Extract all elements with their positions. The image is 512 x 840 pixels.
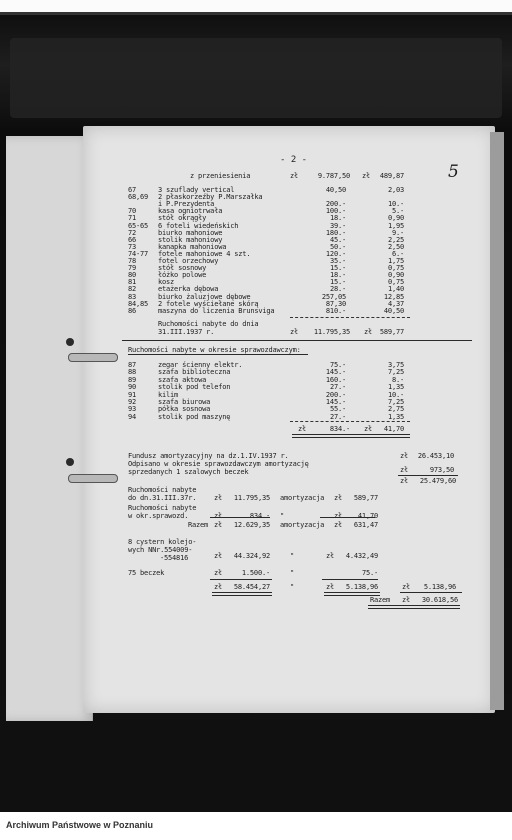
item-value: 810.- xyxy=(325,306,346,315)
razem-value: 12.629,35 xyxy=(233,521,270,529)
amort-label: w okr.sprawozd. xyxy=(128,512,189,520)
final-total: 30.618,56 xyxy=(421,596,458,604)
item-number: 94 xyxy=(128,412,137,421)
carry-over-value: 9.787,50 xyxy=(317,172,350,180)
item-number: 68,69 xyxy=(128,193,149,202)
currency-label: zł xyxy=(326,552,335,560)
item-amort: 7,25 xyxy=(387,398,404,406)
item-number: 88 xyxy=(128,368,137,377)
punch-hole xyxy=(66,458,74,466)
subtotal-amort: 41,70 xyxy=(383,425,404,433)
item-name: kanapka mahoniowa xyxy=(158,242,227,251)
fund-line: Fundusz amortyzacyjny na dz.1.IV.1937 r. xyxy=(128,452,289,460)
currency-label: zł xyxy=(214,494,223,502)
item-amort: 0,75 xyxy=(387,278,404,287)
item-number: 78 xyxy=(128,257,137,265)
item-value: 180.- xyxy=(325,228,346,237)
item-value: 18.- xyxy=(329,214,346,223)
item-number: 81 xyxy=(128,278,137,287)
scanner-top-strip xyxy=(0,0,512,12)
item-value: 160.- xyxy=(325,375,346,384)
item-number: 86 xyxy=(128,306,137,315)
item-name: kosz xyxy=(158,278,175,287)
razem-amort: 631,47 xyxy=(353,521,378,529)
item-amort: 1,95 xyxy=(387,221,404,230)
item-name: zegar ścienny elektr. xyxy=(158,361,243,369)
currency-label: zł xyxy=(290,328,299,336)
item-amort: 10.- xyxy=(387,390,404,399)
item-amort: 2,50 xyxy=(387,242,404,251)
item-amort: 0,90 xyxy=(387,271,404,280)
carry-over-label: z przeniesienia xyxy=(190,172,251,180)
amort-label: Ruchomości nabyte xyxy=(128,504,197,512)
item-name: 6 foteli wiedeńskich xyxy=(158,221,239,230)
double-rule xyxy=(292,434,410,438)
item-number: 91 xyxy=(128,390,137,399)
item-value: 28.- xyxy=(329,285,346,294)
section-title: Ruchomości nabyte w okresie sprawozdawczym: xyxy=(128,346,301,354)
item-name: 2 płaskorzeźby P.Marszałka xyxy=(158,193,263,202)
item-number: 87 xyxy=(128,361,137,369)
item-name: stolik pod telefon xyxy=(158,383,231,392)
archive-footer xyxy=(0,812,512,840)
ditto-mark: " xyxy=(290,552,295,560)
item-name: stolik pod maszynę xyxy=(158,412,231,421)
sum-rule xyxy=(210,579,272,580)
item-number: 82 xyxy=(128,285,137,294)
barrels-amort: 75.- xyxy=(361,569,378,577)
item-value: 35.- xyxy=(329,257,346,265)
razem-label: Razem xyxy=(188,521,209,529)
item-value: 40,50 xyxy=(325,186,346,194)
subtotal-amort: 589,77 xyxy=(379,328,404,336)
item-value: 120.- xyxy=(325,249,346,258)
currency-label: zł xyxy=(400,477,409,485)
item-name: stół okrągły xyxy=(158,214,207,223)
item-number: 80 xyxy=(128,271,137,280)
binder-clip-top xyxy=(68,353,118,362)
item-name: szafa biurowa xyxy=(158,398,211,406)
currency-label: zł xyxy=(402,596,411,604)
item-number: 66 xyxy=(128,235,137,244)
razem-label: Razem xyxy=(370,596,391,604)
item-name: kasa ogniotrwała xyxy=(158,207,223,216)
dashed-rule xyxy=(290,317,410,318)
grand-amort-copy: 5.138,96 xyxy=(423,583,456,591)
double-rule xyxy=(212,592,272,596)
item-number: 93 xyxy=(128,405,137,414)
cisterns-label: 8 cystern kolejo- xyxy=(128,538,197,546)
item-number: 67 xyxy=(128,186,137,194)
item-name: stolik mahoniowy xyxy=(158,235,223,244)
item-amort: 12,85 xyxy=(383,292,404,301)
margin-handwritten-mark: 5 xyxy=(448,162,459,182)
currency-label: zł xyxy=(290,172,299,180)
item-amort: 7,25 xyxy=(387,368,404,377)
item-value: 50.- xyxy=(329,242,346,251)
amort-word: amortyzacja xyxy=(280,494,325,502)
currency-label: zł xyxy=(364,328,373,336)
binder-clip-bottom xyxy=(68,474,118,483)
item-name: 3 szuflady vertical xyxy=(158,186,235,194)
fund-balance: 25.479,60 xyxy=(419,477,456,485)
item-number: 72 xyxy=(128,228,137,237)
item-value: 257,05 xyxy=(321,292,346,301)
item-amort: 3,75 xyxy=(387,361,404,369)
item-number: 79 xyxy=(128,264,137,273)
page-number: - 2 - xyxy=(280,155,308,165)
item-name: szafa aktowa xyxy=(158,375,207,384)
item-amort: 0,75 xyxy=(387,264,404,273)
amort-word: amortyzacja xyxy=(280,521,325,529)
fund-value: 26.453,10 xyxy=(417,452,454,460)
subtotal-label: 31.III.1937 r. xyxy=(158,328,215,336)
item-number: 70 xyxy=(128,207,137,216)
currency-label: zł xyxy=(214,512,223,520)
item-value: 145.- xyxy=(325,368,346,377)
item-number: 73 xyxy=(128,242,137,251)
item-amort: 8.- xyxy=(391,375,404,384)
fund-writeoff: 973,50 xyxy=(429,466,454,474)
item-amort: 2,25 xyxy=(387,235,404,244)
document-page xyxy=(83,126,495,713)
title-underline xyxy=(128,354,308,355)
currency-label: zł xyxy=(334,512,343,520)
item-number: 71 xyxy=(128,214,137,223)
punch-hole xyxy=(66,338,74,346)
sum-rule xyxy=(210,517,270,518)
item-amort: 40,50 xyxy=(383,306,404,315)
currency-label: zł xyxy=(214,569,223,577)
item-name: biurko żaluzjowe dębowe xyxy=(158,292,251,301)
currency-label: zł xyxy=(334,521,343,529)
item-name: 2 fotele wyściełane skórą xyxy=(158,299,259,308)
item-name: szafa biblioteczna xyxy=(158,368,231,377)
item-name: maszyna do liczenia Brunsviga xyxy=(158,306,275,315)
item-amort: 2,75 xyxy=(387,405,404,414)
cisterns-label: -554816 xyxy=(160,554,189,562)
item-value: 45.- xyxy=(329,235,346,244)
double-rule xyxy=(368,605,460,609)
cisterns-value: 44.324,92 xyxy=(233,552,270,560)
item-value: 145.- xyxy=(325,398,346,406)
item-name: stół sosnowy xyxy=(158,264,207,273)
amort-amount: 589,77 xyxy=(353,494,378,502)
item-name: fotel orzechowy xyxy=(158,257,219,265)
grand-value: 58.454,27 xyxy=(233,583,270,591)
item-value: 27.- xyxy=(329,383,346,392)
amort-word: " xyxy=(280,512,285,520)
item-name: etażerka dębowa xyxy=(158,285,219,294)
fund-line: sprzedanych 1 szalowych beczek xyxy=(128,468,249,476)
item-number: 90 xyxy=(128,383,137,392)
amort-label: do dn.31.III.37r. xyxy=(128,494,197,502)
sum-rule xyxy=(398,475,458,476)
item-number: 89 xyxy=(128,375,137,384)
item-name: półka sosnowa xyxy=(158,405,211,414)
right-page-edge xyxy=(490,132,504,710)
item-name: fotele mahoniowe 4 szt. xyxy=(158,249,251,258)
fund-line: Odpisano w okresie sprawozdawczym amortyzację xyxy=(128,460,309,468)
item-number: 74-77 xyxy=(128,249,149,258)
item-amort: 4,37 xyxy=(387,299,404,308)
scanner-top-shadow xyxy=(0,12,512,15)
item-value: 100.- xyxy=(325,207,346,216)
folder-cover-shadow xyxy=(10,38,502,118)
ditto-mark: " xyxy=(290,583,295,591)
item-amort: 1,35 xyxy=(387,412,404,421)
item-amort: 2,03 xyxy=(387,186,404,194)
amort-label: Ruchomości nabyte xyxy=(128,486,197,494)
currency-label: zł xyxy=(402,583,411,591)
item-value: 200.- xyxy=(325,390,346,399)
item-name: biurko mahoniowe xyxy=(158,228,223,237)
sum-rule xyxy=(322,579,378,580)
item-name: i P.Prezydenta xyxy=(158,200,215,209)
subtotal-label: Ruchomości nabyte do dnia xyxy=(158,320,259,328)
cisterns-amort: 4.432,49 xyxy=(345,552,378,560)
currency-label: zł xyxy=(326,583,335,591)
currency-label: zł xyxy=(214,552,223,560)
item-name: kilim xyxy=(158,390,179,399)
amort-amount: 41,70 xyxy=(357,512,378,520)
item-amort: 10.- xyxy=(387,200,404,209)
item-number: 92 xyxy=(128,398,137,406)
item-value: 15.- xyxy=(329,264,346,273)
subtotal-value: 11.795,35 xyxy=(313,328,350,336)
currency-label: zł xyxy=(214,521,223,529)
cisterns-label: wych NNr.554009- xyxy=(128,546,193,554)
item-value: 55.- xyxy=(329,405,346,414)
item-value: 75.- xyxy=(329,361,346,369)
item-amort: 1,75 xyxy=(387,257,404,265)
ditto-mark: " xyxy=(290,569,295,577)
subtotal-value: 834.- xyxy=(329,425,350,433)
item-number: 84,85 xyxy=(128,299,149,308)
item-amort: 0,90 xyxy=(387,214,404,223)
item-number: 83 xyxy=(128,292,137,301)
carry-over-amort: 489,87 xyxy=(379,172,404,180)
section-rule xyxy=(122,340,472,341)
currency-label: zł xyxy=(400,452,409,460)
item-amort: 1,35 xyxy=(387,383,404,392)
barrels-value: 1.500.- xyxy=(241,569,270,577)
item-amort: 1,40 xyxy=(387,285,404,294)
item-value: 27.- xyxy=(329,412,346,421)
sum-rule xyxy=(400,592,462,593)
item-amort: 9.- xyxy=(391,228,404,237)
item-value: 200.- xyxy=(325,200,346,209)
dashed-rule xyxy=(290,421,410,422)
sum-rule xyxy=(320,517,375,518)
currency-label: zł xyxy=(400,466,409,474)
currency-label: zł xyxy=(334,494,343,502)
grand-amort: 5.138,96 xyxy=(345,583,378,591)
item-value: 18.- xyxy=(329,271,346,280)
amort-base: 11.795,35 xyxy=(233,494,270,502)
item-number: 65-65 xyxy=(128,221,149,230)
item-value: 15.- xyxy=(329,278,346,287)
currency-label: zł xyxy=(362,172,371,180)
left-page-edge xyxy=(6,136,93,721)
currency-label: zł xyxy=(214,583,223,591)
item-value: 87,30 xyxy=(325,299,346,308)
currency-label: zł xyxy=(298,425,307,433)
amort-base: 834.- xyxy=(249,512,270,520)
item-name: łóżko polowe xyxy=(158,271,207,280)
item-amort: 5.- xyxy=(391,207,404,216)
archive-name: Archiwum Państwowe w Poznaniu xyxy=(6,820,154,830)
currency-label: zł xyxy=(364,425,373,433)
item-value: 39.- xyxy=(329,221,346,230)
barrels-label: 75 beczek xyxy=(128,569,165,577)
item-amort: 6.- xyxy=(391,249,404,258)
